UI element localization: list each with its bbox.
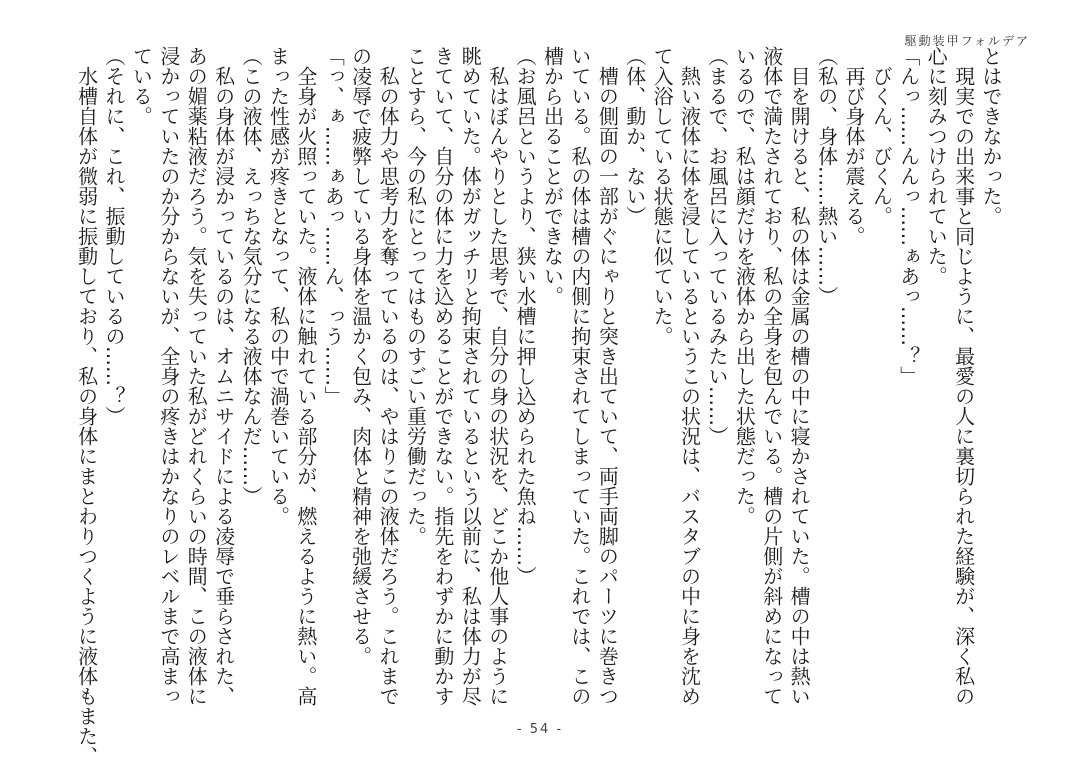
text-line: びくん、びくん。 [869, 46, 894, 226]
text-line: 目を開けると、私の体は金属の槽の中に寝かされていた。槽の中は熱い [787, 46, 812, 706]
text-line: （この液体、えっちな気分になる液体なんだ……） [239, 46, 264, 506]
text-line: 現実での出来事と同じように、最愛の人に裏切られた経験が、深く私の [951, 46, 976, 706]
text-line: 私はぼんやりとした思考で、自分の身の状況を、どこか他人事のように [485, 46, 510, 706]
text-line: 熱い液体に体を浸しているというこの状況は、バスタブの中に身を沈め [677, 46, 702, 706]
running-header-title: 駆動装甲フォルデア [904, 34, 1030, 48]
text-line: 全身が火照っていた。液体に触れている部分が、燃えるように熱い。高 [293, 46, 318, 706]
text-line: きていて、自分の体に力を込めることができない。指先をわずかに動かす [430, 46, 455, 706]
text-line: ことすら、今の私にとってはものすごい重労働だった。 [403, 46, 428, 546]
text-line: 水槽自体が微弱に振動しており、私の身体にまとわりつくように液体もまた、 [74, 46, 99, 766]
text-line: いている。私の体は槽の内側に拘束されてしまっていた。これでは、この [567, 46, 592, 706]
text-line: （それに、これ、振動しているの……？） [102, 46, 126, 426]
text-line: 「っ、ぁ……ぁあっ……ん、っう……」 [321, 46, 346, 406]
text-line: 槽から出ることができない。 [540, 46, 565, 306]
text-line: いるので、私は顔だけを液体から出した状態だった。 [732, 46, 757, 526]
text-line: まった性感が疼きとなって、私の中で渦巻いている。 [266, 46, 291, 526]
text-line: 浸かっていたのか分からないが、全身の疼きはかなりのレベルまで高まっ [156, 46, 181, 706]
text-line: 私の身体が浸かっているのは、オムニサイドによる凌辱で垂らされた、 [211, 46, 236, 706]
text-line: （体、動か、ない） [622, 46, 647, 226]
text-line: （お風呂というより、狭い水槽に押し込められた魚ね……） [513, 46, 538, 586]
text-line: の凌辱で疲弊している身体を温かく包み、肉体と精神を弛緩させる。 [348, 46, 373, 666]
page-number: - 54 - [516, 722, 564, 737]
text-line: （まるで、お風呂に入っているみたい……） [704, 46, 729, 446]
text-line: とはできなかった。 [979, 46, 1003, 226]
text-line: ている。 [129, 46, 154, 126]
text-line: 心に刻みつけられていた。 [924, 46, 949, 286]
text-line: 液体で満たされており、私の全身を包んでいる。槽の片側が斜めになって [759, 46, 784, 706]
text-line: あの媚薬粘液だろう。気を失っていた私がどれくらいの時間、この液体に [184, 46, 209, 706]
text-line: て入浴している状態に似ていた。 [650, 46, 675, 346]
text-line: 私の体力や思考力を奪っているのは、やはりこの液体だろう。これまで [376, 46, 401, 706]
text-line: （私の、身体……熱い……） [814, 46, 839, 306]
text-line: 「んっ……んんっ……ぁあっ……？」 [896, 46, 921, 386]
text-line: 再び身体が震える。 [841, 46, 866, 246]
text-line: 槽の側面の一部がぐにゃりと突き出ていて、両手両脚のパーツに巻きつ [595, 46, 620, 706]
text-line: 眺めていた。体がガッチリと拘束されているという以前に、私は体力が尽 [458, 46, 483, 706]
